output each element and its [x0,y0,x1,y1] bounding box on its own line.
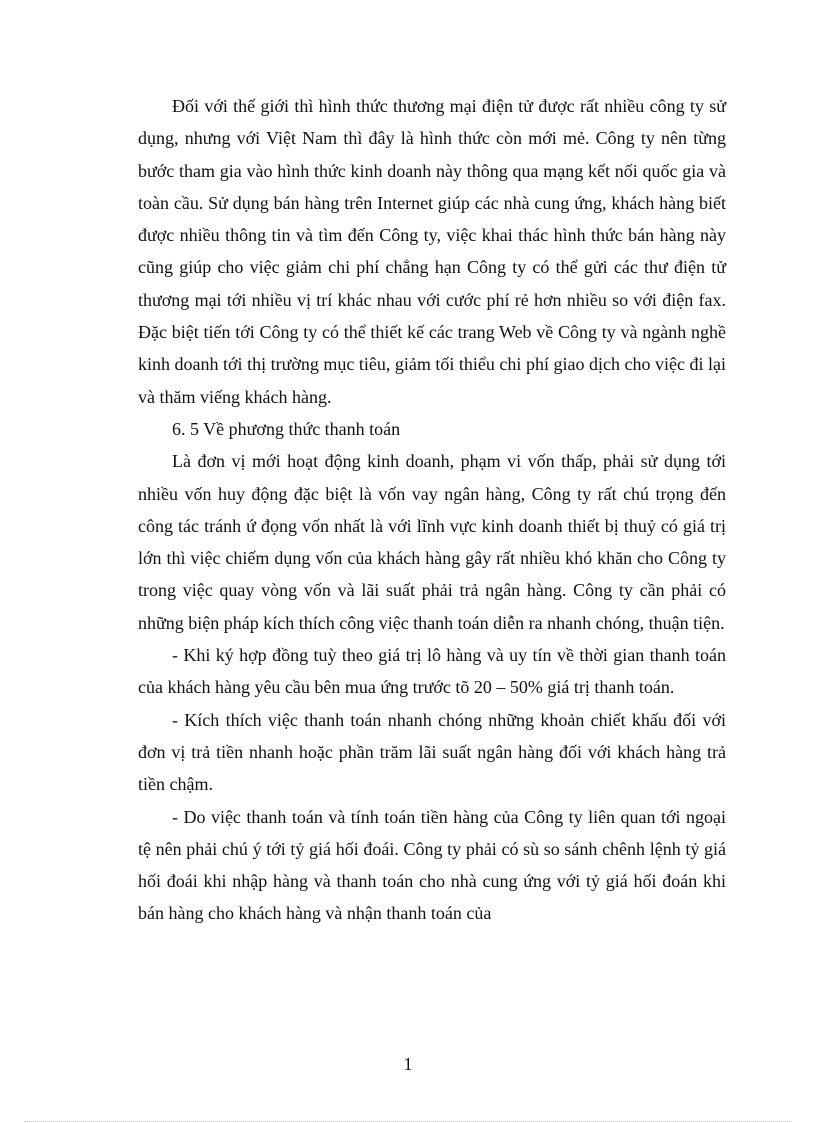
paragraph-payment-intro: Là đơn vị mới hoạt động kinh doanh, phạm vi vốn thấp, phải sử dụng tới nhiều vốn huy động đặc biệt là vốn vay ngân hàng, Công ty rất chú trọng đến công tác tránh ứ đọng vốn nhất là với lĩnh vực kinh doanh thiết bị thuỷ có giá trị lớn thì việc chiếm dụng vốn của khách hàng gây rất nhiều khó khăn cho Công ty trong việc quay vòng vốn và lãi suất phải trả ngân hàng. Công ty cần phải có những biện pháp kích thích công việc thanh toán diễn ra nhanh chóng, thuận tiện. [138,451,726,633]
bullet-early-payment-discount: - Kích thích việc thanh toán nhanh chóng những khoản chiết khấu đối với đơn vị trả tiền nhanh hoặc phần trăm lãi suất ngân hàng đối với khách hàng trả tiền chậm. [138,709,726,795]
page-bottom-divider [24,1121,792,1122]
page-number: 1 [403,1054,413,1074]
paragraph-ecommerce: Đối với thế giới thì hình thức thương mại điện tử được rất nhiều công ty sử dụng, nhưng với Việt Nam thì đây là hình thức còn mới mẻ. Công ty nên từng bước tham gia vào hình thức kinh doanh này thông qua mạng kết nối quốc gia và toàn cầu. Sử dụng bán hàng trên Internet giúp các nhà cung ứng, khách hàng biết được nhiều thông tin và tìm đến Công ty, việc khai thác hình thức bán hàng này cũng giúp cho việc giảm chi phí chẳng hạn Công ty có thể gửi các thư điện tử thương mại tới nhiều vị trí khác nhau với cước phí rẻ hơn nhiều so với điện fax. Đặc biệt tiến tới Công ty có thể thiết kế các trang Web về Công ty và ngành nghề kinh doanh tới thị trường mục tiêu, giảm tối thiểu chi phí giao dịch cho việc đi lại và thăm viếng khách hàng. [138,96,726,407]
bullet-exchange-rate: - Do việc thanh toán và tính toán tiền hàng của Công ty liên quan tới ngoại tệ nên phải chú ý tới tỷ giá hối đoái. Công ty phải có sù so sánh chênh lệnh tỷ giá hối đoái khi nhập hàng và thanh toán cho nhà cung ứng với tỷ giá hối đoán khi bán hàng cho khách hàng và nhận thanh toán của [138,806,726,924]
page-body [138,90,726,930]
bullet-advance-payment: - Khi ký hợp đồng tuỳ theo giá trị lô hàng và uy tín về thời gian thanh toán của khách hàng yêu cầu bên mua ứng trước tõ 20 – 50% giá trị thanh toán. [138,645,726,698]
section-heading-payment-method: 6. 5 Về phương thức thanh toán [172,418,401,439]
